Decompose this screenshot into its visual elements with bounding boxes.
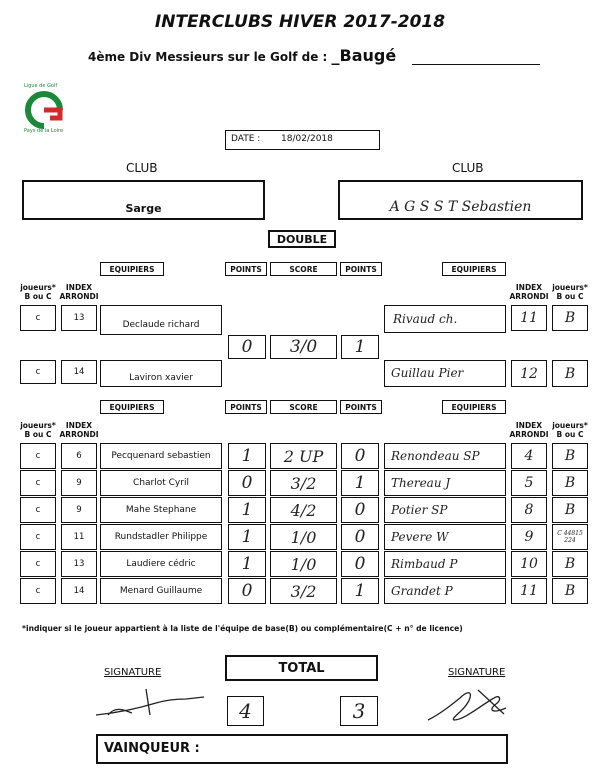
points-left-value: 1 — [241, 446, 253, 466]
points-text: POINTS — [230, 402, 262, 412]
index-right — [511, 470, 547, 496]
score-value: 3/2 — [290, 581, 317, 601]
score — [270, 443, 337, 469]
points-left — [228, 551, 266, 577]
player-name-right — [384, 578, 506, 604]
index-right — [511, 578, 547, 604]
points-text: POINTS — [230, 264, 262, 274]
signature-label-right: SIGNATURE — [448, 667, 506, 678]
player-name-left-value: Mahe Stephane — [125, 505, 197, 515]
index-right — [511, 551, 547, 577]
joueur-type-right — [552, 524, 588, 550]
points-left-value: 0 — [241, 581, 253, 601]
player-name-left-value: Menard Guillaume — [119, 586, 203, 596]
total-right-box — [340, 696, 378, 726]
col-header-joueurs-left — [20, 421, 56, 439]
joueur-type-right — [552, 551, 588, 577]
arrondi-text: ARRONDI — [509, 292, 549, 301]
logo-graphic — [20, 86, 72, 134]
club-left-text: Sarge — [125, 201, 162, 215]
col-header-index-right — [507, 421, 551, 439]
signature-left — [86, 685, 216, 725]
joueurs-text: joueurs* — [20, 283, 56, 292]
joueur-type-left-value: c — [35, 478, 41, 488]
double-points-left — [228, 335, 266, 359]
col-header-index-left — [58, 421, 100, 439]
player-name-left — [100, 470, 222, 496]
arrondi-text: ARRONDI — [59, 430, 99, 439]
index-left-value: 14 — [73, 586, 85, 596]
player-name-left-value: Laudiere cédric — [126, 559, 196, 569]
index-value: 14 — [73, 367, 85, 377]
index-right — [511, 524, 547, 550]
index-text: INDEX — [65, 283, 93, 292]
joueur-type-right — [552, 305, 588, 331]
player-name-right — [384, 470, 506, 496]
index-right-value: 11 — [520, 583, 538, 599]
points-right-value: 1 — [354, 581, 366, 601]
score-header — [270, 262, 337, 276]
points-left — [228, 470, 266, 496]
player-name-right-value: Thereau J — [391, 476, 451, 490]
double-points-right — [341, 335, 379, 359]
player-name-right — [384, 551, 506, 577]
player-name-left-value: Charlot Cyril — [133, 478, 189, 488]
points-left — [228, 578, 266, 604]
score-value: 3/2 — [290, 473, 317, 493]
joueur-type-left — [20, 497, 56, 523]
col-header-joueurs-right — [552, 283, 588, 301]
logo-text-top: Ligue de Golf — [24, 83, 58, 89]
points-header-left — [225, 262, 267, 276]
index-left — [61, 360, 97, 384]
arrondi-text: ARRONDI — [59, 292, 99, 301]
b-ou-c-text: B ou C — [556, 430, 584, 439]
score-value: 3/0 — [289, 337, 318, 357]
singles-table — [20, 443, 588, 605]
equipiers-text: EQUIPIERS — [451, 402, 497, 412]
index-right — [511, 443, 547, 469]
joueur-type-right-value: B — [564, 583, 576, 599]
points-left-value: 1 — [241, 554, 253, 574]
b-ou-c-text: B ou C — [556, 292, 584, 301]
score-text: SCORE — [289, 264, 318, 274]
opp-type: B — [564, 310, 576, 326]
index-left-value: 9 — [76, 478, 82, 488]
b-ou-c-text: B ou C — [24, 292, 52, 301]
points-header-right — [340, 400, 382, 414]
double-text: DOUBLE — [276, 232, 328, 246]
date-box — [225, 130, 380, 150]
index-left — [61, 305, 97, 331]
opp-name: Rivaud ch. — [393, 312, 458, 326]
equipiers-text: EQUIPIERS — [451, 264, 497, 274]
points-header-right — [340, 262, 382, 276]
points-left-value: 0 — [241, 473, 253, 493]
joueur-type-left-value: c — [35, 559, 41, 569]
points-right-value: 0 — [354, 554, 366, 574]
points-right-value: 0 — [354, 446, 366, 466]
points-right — [341, 470, 379, 496]
b-ou-c-text: B ou C — [24, 430, 52, 439]
joueur-type-right-value: B — [564, 502, 576, 518]
joueur-type-left-value: c — [35, 532, 41, 542]
player-name-left — [100, 360, 222, 387]
vainqueur-label: VAINQUEUR : — [104, 741, 200, 756]
signature-right — [420, 684, 540, 728]
score-value: 1/0 — [290, 527, 317, 547]
score — [270, 524, 337, 550]
player-name-left — [100, 578, 222, 604]
index-left-value: 11 — [73, 532, 85, 542]
signature-label-left: SIGNATURE — [104, 667, 162, 678]
club-name-right — [338, 180, 583, 220]
joueur-type-left-value: c — [35, 586, 41, 596]
joueur-type-left — [20, 305, 56, 331]
player-name-right-value: Pevere W — [391, 530, 449, 544]
score — [270, 551, 337, 577]
joueur-type-left-value: c — [35, 451, 41, 461]
double-score — [270, 335, 337, 359]
score-value: 1/0 — [290, 554, 317, 574]
joueur-type-right — [552, 497, 588, 523]
player-name-left — [100, 524, 222, 550]
opp-index: 12 — [520, 365, 538, 382]
type-value: c — [35, 367, 41, 377]
date-label: DATE : — [231, 134, 261, 144]
player-name-left — [100, 443, 222, 469]
joueur-type-left — [20, 360, 56, 384]
player-name-right — [384, 305, 506, 333]
vainqueur-box — [96, 734, 508, 764]
joueur-type-left-value: c — [35, 505, 41, 515]
score — [270, 470, 337, 496]
points-right — [341, 443, 379, 469]
col-header-index-left — [58, 283, 100, 301]
points-left — [228, 497, 266, 523]
index-right-value: 8 — [524, 502, 534, 518]
joueur-type-right — [552, 360, 588, 387]
col-header-joueurs-left — [20, 283, 56, 301]
index-left — [61, 524, 97, 550]
index-left-value: 9 — [76, 505, 82, 515]
joueur-type-left — [20, 443, 56, 469]
score — [270, 578, 337, 604]
index-right — [511, 305, 547, 331]
index-left-value: 13 — [73, 559, 85, 569]
player-name-right — [384, 497, 506, 523]
joueur-type-right-value: B — [564, 556, 576, 572]
total-label-box — [225, 655, 378, 681]
equipiers-text: EQUIPIERS — [109, 402, 155, 412]
points-left-value: 1 — [241, 500, 253, 520]
index-value: 13 — [73, 313, 85, 323]
date-value: 18/02/2018 — [281, 134, 333, 144]
index-left — [61, 578, 97, 604]
joueur-type-left — [20, 470, 56, 496]
index-right — [511, 497, 547, 523]
joueur-type-right-value: B — [564, 475, 576, 491]
score — [270, 497, 337, 523]
index-left — [61, 443, 97, 469]
player-name: Laviron xavier — [129, 372, 193, 383]
points-text: POINTS — [345, 402, 377, 412]
points-right — [341, 524, 379, 550]
points-right-value: 0 — [354, 527, 366, 547]
score-header — [270, 400, 337, 414]
type-value: c — [35, 313, 41, 323]
player-name-left — [100, 497, 222, 523]
index-text: INDEX — [515, 283, 543, 292]
opp-type: B — [564, 365, 576, 382]
total-left-value: 4 — [239, 699, 252, 723]
col-header-index-right — [507, 283, 551, 301]
points-left-value: 1 — [241, 527, 253, 547]
player-name-right — [384, 524, 506, 550]
equipiers-header-left — [100, 262, 164, 276]
club-right-text: A G S S T Sebastien — [389, 199, 532, 215]
index-left — [61, 497, 97, 523]
points-left — [228, 524, 266, 550]
golf-name-underline — [412, 64, 540, 65]
col-header-joueurs-right — [552, 421, 588, 439]
points-value: 1 — [354, 337, 366, 357]
player-name-right — [384, 360, 506, 387]
index-right-value: 5 — [524, 475, 534, 491]
double-label — [268, 230, 336, 248]
page-subtitle — [88, 46, 396, 65]
index-text: INDEX — [65, 421, 93, 430]
index-right — [511, 360, 547, 387]
player-name-right-value: Rimbaud P — [391, 557, 458, 571]
points-right — [341, 578, 379, 604]
club-label-right: CLUB — [452, 161, 484, 175]
points-value: 0 — [241, 337, 253, 357]
joueur-type-right — [552, 443, 588, 469]
joueur-type-right — [552, 470, 588, 496]
joueur-type-left — [20, 551, 56, 577]
index-left — [61, 551, 97, 577]
player-name-right-value: Potier SP — [391, 503, 448, 517]
points-right — [341, 551, 379, 577]
joueur-type-right-value: C 44815 224 — [557, 530, 583, 544]
equipiers-header-right — [442, 262, 506, 276]
index-right-value: 9 — [524, 529, 534, 545]
points-right-value: 1 — [354, 473, 366, 493]
equipiers-text: EQUIPIERS — [109, 264, 155, 274]
total-label: TOTAL — [278, 660, 325, 676]
points-right — [341, 497, 379, 523]
points-right-value: 0 — [354, 500, 366, 520]
player-name-right — [384, 443, 506, 469]
opp-index: 11 — [520, 310, 538, 326]
club-name-left — [22, 180, 265, 220]
score-value: 4/2 — [290, 500, 317, 520]
index-left-value: 6 — [76, 451, 82, 461]
equipiers-header-right — [442, 400, 506, 414]
logo-text-bottom: Pays de la Loire — [24, 128, 64, 134]
joueurs-text: joueurs* — [552, 283, 588, 292]
player-name-right-value: Renondeau SP — [391, 449, 480, 463]
player-name-left-value: Rundstadler Philippe — [114, 532, 208, 542]
player-name-left-value: Pecquenard sebastien — [111, 451, 211, 461]
subtitle-text: 4ème Div Messieurs sur le Golf de : — [88, 50, 328, 64]
joueurs-text: joueurs* — [20, 421, 56, 430]
index-right-value: 4 — [524, 448, 534, 464]
player-name-right-value: Grandet P — [391, 584, 453, 598]
index-right-value: 10 — [520, 556, 538, 572]
opp-name: Guillau Pier — [391, 366, 464, 380]
joueur-type-right — [552, 578, 588, 604]
index-left — [61, 470, 97, 496]
equipiers-header-left — [100, 400, 164, 414]
player-name-left — [100, 551, 222, 577]
joueurs-text: joueurs* — [552, 421, 588, 430]
score-value: 2 UP — [283, 446, 324, 466]
ligue-logo — [20, 83, 72, 134]
player-name-left — [100, 305, 222, 335]
score-text: SCORE — [289, 402, 318, 412]
page-title: INTERCLUBS HIVER 2017-2018 — [154, 12, 446, 32]
golf-name: _Baugé — [331, 46, 397, 65]
joueur-type-right-value: B — [564, 448, 576, 464]
index-text: INDEX — [515, 421, 543, 430]
club-label-left: CLUB — [126, 161, 158, 175]
joueur-type-left — [20, 524, 56, 550]
arrondi-text: ARRONDI — [509, 430, 549, 439]
player-name: Declaude richard — [122, 320, 200, 330]
total-left-box — [227, 696, 264, 726]
joueur-type-left — [20, 578, 56, 604]
footnote: *indiquer si le joueur appartient à la liste de l'équipe de base(B) ou complémentaire(C + n° de licence) — [22, 624, 463, 633]
points-left — [228, 443, 266, 469]
total-right-value: 3 — [352, 699, 366, 723]
points-header-left — [225, 400, 267, 414]
points-text: POINTS — [345, 264, 377, 274]
